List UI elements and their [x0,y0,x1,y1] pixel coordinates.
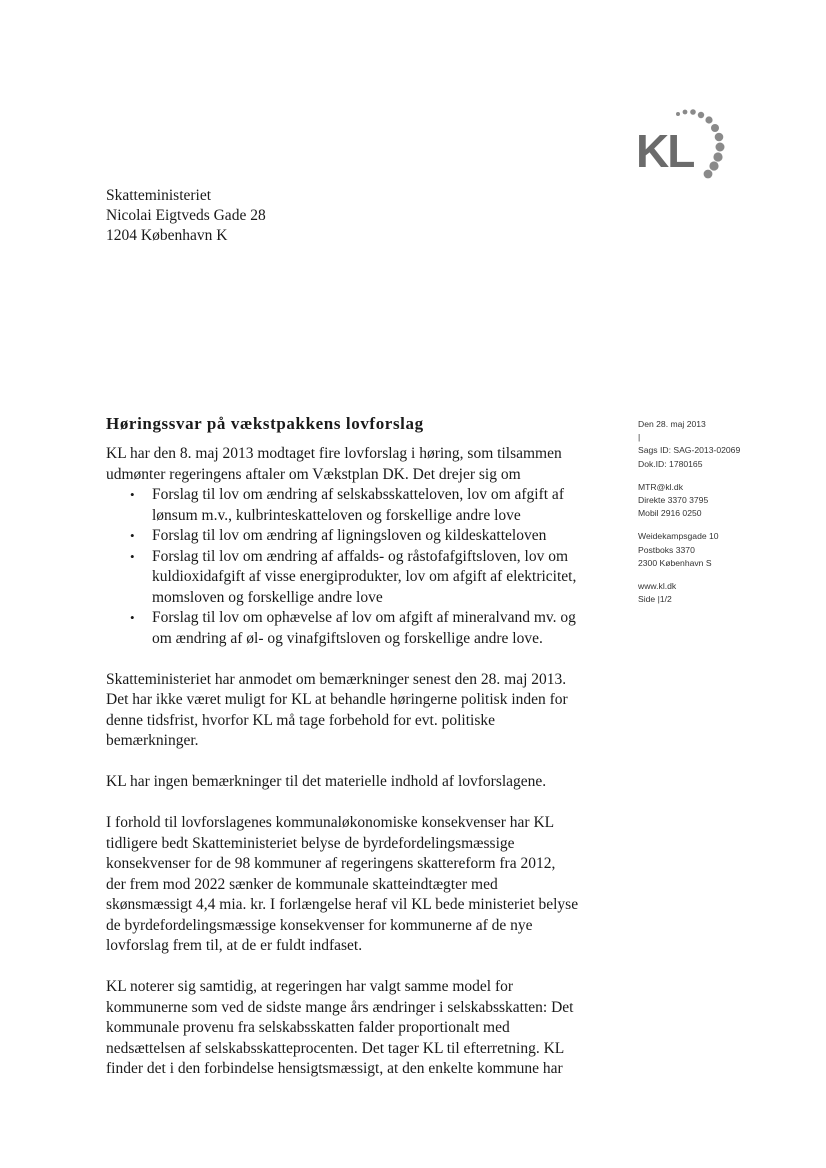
list-item-line: Forslag til lov om ændring af affalds- og råstofafgiftsloven, lov om [152,547,568,565]
bullet-icon: • [130,487,135,502]
dok-id: Dok.ID: 1780165 [638,458,703,469]
paragraph-line: denne tidsfrist, hvorfor KL må tage forbehold for evt. politiske [106,711,495,729]
direct-phone: Direkte 3370 3795 [638,495,709,506]
paragraph-line: KL noterer sig samtidig, at regeringen har valgt samme model for [106,978,514,995]
logo-text: KL [636,125,694,177]
bullet-icon: • [130,548,135,564]
address-line: Nicolai Eigtveds Gade 28 [106,207,266,224]
paragraph-line: skønsmæssigt 4,4 mia. kr. I forlængelse heraf vil KL bede ministeriet belyse [106,896,579,913]
paragraph-line: Skatteministeriet har anmodet om bemærkninger senest den 28. maj 2013. [106,670,567,688]
po-box: Postboks 3370 [638,544,695,555]
address-line: Skatteministeriet [106,187,212,204]
bullet-icon: • [130,528,135,543]
paragraph-line: de byrdefordelingsmæssige konsekvenser for kommunerne af de nye [106,916,533,934]
paragraph-line: Det har ikke været muligt for KL at behandle høringerne politisk inden for [106,691,568,708]
paragraph-line: KL har ingen bemærkninger til det materielle indhold af lovforslagene. [106,773,547,790]
list-item-line: Forslag til lov om ændring af ligningsloven og kildeskatteloven [152,527,547,544]
document-title: Høringssvar på vækstpakkens lovforslag [106,414,424,433]
list-item [106,547,606,609]
paragraph [106,772,606,793]
paragraph [106,813,606,957]
paragraph-line: I forhold til lovforslagenes kommunaløkonomiske konsekvenser har KL [106,814,555,831]
list-item [106,608,606,649]
paragraph-line: kommunerne som ved de sidste mange års ændringer i selskabsskatten: Det [106,998,574,1016]
paragraph-line: der frem mod 2022 sænker de kommunale skatteindtægter med [106,875,498,893]
website: www.kl.dk [638,581,677,592]
page-number: Side |1/2 [638,594,672,605]
bullet-icon: • [130,610,135,625]
letter-body [106,444,606,1100]
kl-logo [636,106,728,186]
street-address: Weidekampsgade 10 [638,531,719,542]
address-line: 1204 København K [106,227,228,244]
bullet-list [106,485,606,649]
list-item-line: Forslag til lov om ophævelse af lov om afgift af mineralvand mv. og [152,609,576,626]
paragraph-line: finder det i den forbindelse hensigtsmæssigt, at den enkelte kommune har [106,1060,563,1077]
list-item-line: kuldioxidafgift af visse energiprodukter, lov om afgift af elektricitet, [152,568,577,585]
list-item [106,485,606,526]
paragraph-line: bemærkninger. [106,732,199,749]
city: 2300 København S [638,557,712,568]
sags-id: Sags ID: SAG-2013-02069 [638,445,741,456]
paragraph-line: nedsættelsen af selskabsskatteprocenten. Det tager KL til efterretning. KL [106,1039,565,1057]
list-item [106,526,606,547]
mobile-phone: Mobil 2916 0250 [638,508,702,519]
intro-line: KL har den 8. maj 2013 modtaget fire lovforslag i høring, som tilsammen [106,445,562,462]
paragraph [106,670,606,752]
paragraph-line: lovforslag frem til, at de er fuldt indfaset. [106,937,363,954]
list-item-line: om ændring af øl- og vinafgiftsloven og forskellige andre love. [152,629,543,647]
separator: | [638,432,641,443]
paragraph-line: konsekvenser for de 98 kommuner af regeringens skattereform fra 2012, [106,855,556,872]
recipient-address [106,186,266,246]
email: MTR@kl.dk [638,481,684,492]
paragraph-line: kommunale provenu fra selskabsskatten falder proportionalt med [106,1019,510,1036]
intro-line: udmønter regeringens aftaler om Vækstplan DK. Det drejer sig om [106,465,521,483]
date: Den 28. maj 2013 [638,419,706,429]
list-item-line: momsloven og forskellige andre love [152,588,383,606]
sender-info-column [638,418,740,606]
list-item-line: Forslag til lov om ændring af selskabsskatteloven, lov om afgift af [152,486,564,503]
list-item-line: lønsum m.v., kulbrinteskatteloven og forskellige andre love [152,506,521,524]
paragraph [106,977,606,1080]
paragraph-line: tidligere bedt Skatteministeriet belyse de byrdefordelingsmæssige [106,834,515,852]
